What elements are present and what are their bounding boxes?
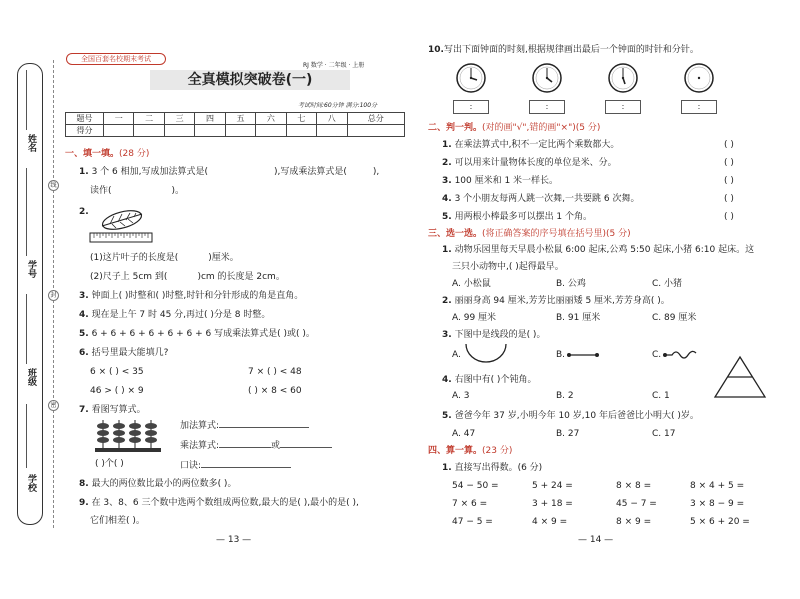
q-text: ),写成乘法算式是(: [273, 167, 347, 177]
score-header-cell: 三: [164, 113, 194, 125]
name-label: 姓名: [26, 134, 36, 152]
cut-label: 线: [48, 180, 59, 191]
answer-blank[interactable]: [219, 447, 271, 448]
q-text: 现在是上午 7 时 45 分,再过( )分是 8 时整。: [91, 310, 271, 320]
clock-icon: [457, 64, 485, 92]
q-text: (1)这片叶子的长度是(: [90, 253, 179, 263]
rhyme-label: [180, 460, 291, 472]
question-2-part1: [90, 252, 239, 264]
q-num: 4.: [79, 310, 89, 320]
option[interactable]: C. 89 厘米: [652, 313, 697, 323]
q-num: 3.: [442, 176, 452, 186]
q-num: 5.: [442, 411, 452, 421]
question-3: [79, 290, 303, 302]
option[interactable]: B. 公鸡: [556, 279, 586, 289]
judge-item: [442, 211, 592, 223]
q-text: 6 + 6 + 6 + 6 + 6 + 6 + 6 写成乘法算式是( )或( )。: [91, 329, 315, 339]
bead-caption: ( )个( ): [95, 459, 124, 469]
q-text: 可以用来计量物体长度的单位是米、分。: [454, 158, 617, 168]
segment-figure: [566, 350, 602, 360]
q-text: 用两根小棒最多可以摆出 1 个角。: [454, 212, 593, 222]
question-1-line2: [90, 185, 184, 197]
option[interactable]: C. 小猪: [652, 279, 683, 289]
section-label: 三、选一选。: [428, 229, 483, 239]
page-number: — 14 —: [578, 535, 614, 545]
calc-item[interactable]: 7 × 6 =: [452, 499, 488, 509]
score-cell[interactable]: [225, 125, 255, 137]
calc-item[interactable]: 3 × 8 − 9 =: [690, 499, 745, 509]
q-text: 3 个小朋友每两人跳一次舞,一共要跳 6 次舞。: [454, 194, 640, 204]
score-header-cell: 四: [195, 113, 225, 125]
answer-blank[interactable]: [219, 427, 309, 428]
score-header-cell: 五: [225, 113, 255, 125]
exam-info: 考试时间:60分钟 满分:100分: [298, 102, 378, 109]
paper-title: 全真模拟突破卷(一): [150, 70, 350, 90]
bead-column-icon: [95, 420, 161, 452]
school-label: 学校: [26, 474, 36, 492]
leaf-icon: [101, 207, 144, 233]
q-text: 爸爸今年 37 岁,小明今年 10 岁,10 年后爸爸比小明大( )岁。: [454, 411, 699, 421]
number-label: 学号: [26, 260, 36, 278]
q-num: 9.: [79, 498, 89, 508]
q-num: 2.: [79, 207, 89, 217]
score-header-row: [66, 113, 405, 125]
clock-icon: [609, 64, 637, 92]
time-answer-box[interactable]: :: [605, 100, 641, 114]
answer-blank[interactable]: [280, 447, 332, 448]
judge-item: [442, 139, 619, 151]
option[interactable]: B.: [556, 350, 566, 360]
choice-1-line2: 三只小动物中,( )起得最早。: [452, 262, 564, 272]
info-sidebar: [17, 63, 43, 525]
q-text: 最大的两位数比最小的两位数多( )。: [91, 479, 237, 489]
option[interactable]: C. 17: [652, 429, 676, 439]
leaf-ruler-figure: [88, 206, 154, 246]
score-cell[interactable]: [195, 125, 225, 137]
q-text: 3 个 6 相加,写成加法算式是(: [91, 167, 208, 177]
name-line: [26, 70, 27, 130]
q-num: 3.: [442, 330, 452, 340]
question-6-item: 46 > ( ) × 9: [90, 386, 144, 396]
time-answer-box[interactable]: :: [529, 100, 565, 114]
series-label: RJ 数学 · 二年级 · 上册: [303, 62, 365, 69]
question-1: [79, 166, 379, 178]
banner-badge: 全国百套名校期末考试: [66, 53, 166, 65]
judge-answer[interactable]: ( ): [724, 212, 734, 222]
calc-item[interactable]: 54 − 50 =: [452, 481, 499, 491]
option[interactable]: A.: [452, 350, 461, 360]
section-1-heading: [65, 148, 149, 160]
q-text: 在 3、8、6 三个数中选两个数组成两位数,最大的是( ),最小的是( ),: [91, 498, 359, 508]
q-num: 2.: [442, 158, 452, 168]
section-points: (5 分): [606, 229, 631, 239]
class-line: [26, 294, 27, 364]
section-points: (28 分): [119, 149, 150, 159]
question-2-part2: [90, 271, 285, 283]
score-header-cell: 二: [134, 113, 164, 125]
q-num: 4.: [442, 194, 452, 204]
school-line: [26, 404, 27, 468]
section-label: 二、判一判。: [428, 123, 483, 133]
score-cell[interactable]: [134, 125, 164, 137]
q-text: 直接写出得数。(6 分): [454, 463, 543, 473]
q-text: 口诀:: [180, 461, 202, 471]
q-text: (2)尺子上 5cm 到(: [90, 272, 168, 282]
option[interactable]: C.: [652, 350, 662, 360]
score-header-cell: 七: [286, 113, 316, 125]
score-header-cell: 六: [256, 113, 286, 125]
judge-answer[interactable]: ( ): [724, 194, 734, 204]
question-6: [79, 347, 168, 359]
score-header-cell: 总分: [347, 113, 405, 125]
triangle-figure: [712, 354, 768, 400]
q-text: 读作(: [90, 186, 112, 196]
judge-answer[interactable]: ( ): [724, 176, 734, 186]
class-label: 班级: [26, 368, 36, 386]
score-table: [65, 112, 405, 137]
calc-item[interactable]: 47 − 5 =: [452, 517, 493, 527]
calc-item[interactable]: 3 + 18 =: [532, 499, 573, 509]
clock-icon[interactable]: [685, 64, 713, 92]
q-num: 1.: [442, 463, 452, 473]
q-text: 动物乐园里每天早晨小松鼠 6:00 起床,公鸡 5:50 起床,小猪 6:10 起床。这: [454, 245, 755, 255]
score-row: [66, 125, 405, 137]
wavy-line-figure: [662, 347, 702, 361]
score-row-label: 得分: [66, 125, 104, 137]
question-9-line2: 它们相差( )。: [90, 516, 145, 526]
option[interactable]: C. 1: [652, 391, 670, 401]
score-cell[interactable]: [286, 125, 316, 137]
calc-item[interactable]: 8 × 8 =: [616, 481, 652, 491]
score-cell[interactable]: [317, 125, 347, 137]
q-num: 3.: [79, 291, 89, 301]
cut-label: 密: [48, 400, 59, 411]
score-header-cell: 一: [104, 113, 134, 125]
question-4: [79, 309, 270, 321]
q-num: 5.: [442, 212, 452, 222]
section-label: 四、算一算。: [428, 446, 483, 456]
judge-answer[interactable]: ( ): [724, 158, 734, 168]
question-6-item: 6 × ( ) < 35: [90, 367, 144, 377]
score-cell[interactable]: [256, 125, 286, 137]
ruler-icon: [90, 233, 152, 242]
question-8: [79, 478, 236, 490]
cut-label: 封: [48, 290, 59, 301]
q-text: )cm 的长度是 2cm。: [197, 272, 285, 282]
time-answer-box[interactable]: :: [453, 100, 489, 114]
choice-5: [442, 410, 699, 422]
option[interactable]: A. 47: [452, 429, 476, 439]
option[interactable]: A. 99 厘米: [452, 313, 497, 323]
q-text: 丽丽身高 94 厘米,芳芳比丽丽矮 5 厘米,芳芳身高( )。: [454, 296, 670, 306]
add-expr-label: [180, 420, 309, 432]
section-points: (23 分): [482, 446, 513, 456]
q-text: 右图中有( )个钝角。: [454, 375, 537, 385]
number-line: [26, 168, 27, 256]
q-num: 1.: [79, 167, 89, 177]
score-header-cell: 八: [317, 113, 347, 125]
question-6-item: ( ) × 8 < 60: [248, 386, 302, 396]
score-header-cell: 题号: [66, 113, 104, 125]
q-num: 1.: [442, 245, 452, 255]
option[interactable]: A. 小松鼠: [452, 279, 491, 289]
score-cell[interactable]: [347, 125, 405, 137]
q-text: 下图中是线段的是( )。: [454, 330, 546, 340]
q-text: 写出下面钟面的时刻,根据规律画出最后一个钟面的时针和分针。: [443, 45, 699, 55]
option[interactable]: A. 3: [452, 391, 470, 401]
q-text: )。: [171, 186, 185, 196]
calc-item[interactable]: 8 × 4 + 5 =: [690, 481, 745, 491]
section-4-heading: [428, 445, 512, 457]
q-num: 8.: [79, 479, 89, 489]
mul-expr-label: [180, 440, 332, 452]
question-10: [428, 44, 699, 56]
q-num: 10.: [428, 45, 444, 55]
q-text: 看图写算式。: [91, 405, 146, 415]
clock-icon: [533, 64, 561, 92]
judge-answer[interactable]: ( ): [724, 140, 734, 150]
option[interactable]: B. 91 厘米: [556, 313, 601, 323]
section-rule: (将正确答案的序号填在括号里): [482, 229, 607, 239]
q-text: 或: [271, 441, 281, 451]
q-text: 加法算式:: [180, 421, 220, 431]
section-2-heading: [428, 122, 600, 134]
calc-item[interactable]: 5 + 24 =: [532, 481, 573, 491]
section-3-heading: [428, 228, 631, 240]
time-answer-box[interactable]: :: [681, 100, 717, 114]
score-cell[interactable]: [104, 125, 134, 137]
choice-1: [442, 244, 754, 256]
calc-item[interactable]: 45 − 7 =: [616, 499, 657, 509]
q-num: 6.: [79, 348, 89, 358]
section-label: 一、填一填。: [65, 149, 120, 159]
section-rule: (对的画"√",错的画"×"): [482, 123, 576, 133]
question-6-item: 7 × ( ) < 48: [248, 367, 302, 377]
q-text: )厘米。: [208, 253, 239, 263]
q-num: 4.: [442, 375, 452, 385]
judge-item: [442, 175, 558, 187]
q-num: 1.: [442, 140, 452, 150]
judge-item: [442, 193, 639, 205]
choice-2: [442, 295, 670, 307]
option[interactable]: B. 27: [556, 429, 580, 439]
calc-item[interactable]: 8 × 9 =: [616, 517, 652, 527]
score-cell[interactable]: [164, 125, 194, 137]
calc-instruction: [442, 462, 542, 474]
option[interactable]: B. 2: [556, 391, 574, 401]
answer-blank[interactable]: [201, 467, 291, 468]
q-text: 在乘法算式中,积不一定比两个乘数都大。: [454, 140, 620, 150]
bead-stack-figure: [95, 418, 165, 454]
choice-4: [442, 374, 536, 386]
q-text: 100 厘米和 1 米一样长。: [454, 176, 559, 186]
judge-item: [442, 157, 617, 169]
q-num: 2.: [442, 296, 452, 306]
question-5: [79, 328, 315, 340]
question-7: [79, 404, 146, 416]
q-num: 5.: [79, 329, 89, 339]
q-num: 7.: [79, 405, 89, 415]
q-text: ),: [372, 167, 380, 177]
section-points: (5 分): [575, 123, 601, 133]
q-text: 括号里最大能填几?: [91, 348, 169, 358]
q-text: 钟面上( )时整和( )时整,时针和分针形成的角是直角。: [91, 291, 304, 301]
arc-figure: [462, 340, 510, 366]
calc-item[interactable]: 4 × 9 =: [532, 517, 568, 527]
calc-item[interactable]: 5 × 6 + 20 =: [690, 517, 750, 527]
clock-row: [455, 62, 725, 96]
page-number: — 13 —: [216, 535, 252, 545]
question-9: [79, 497, 359, 509]
q-text: 乘法算式:: [180, 441, 220, 451]
